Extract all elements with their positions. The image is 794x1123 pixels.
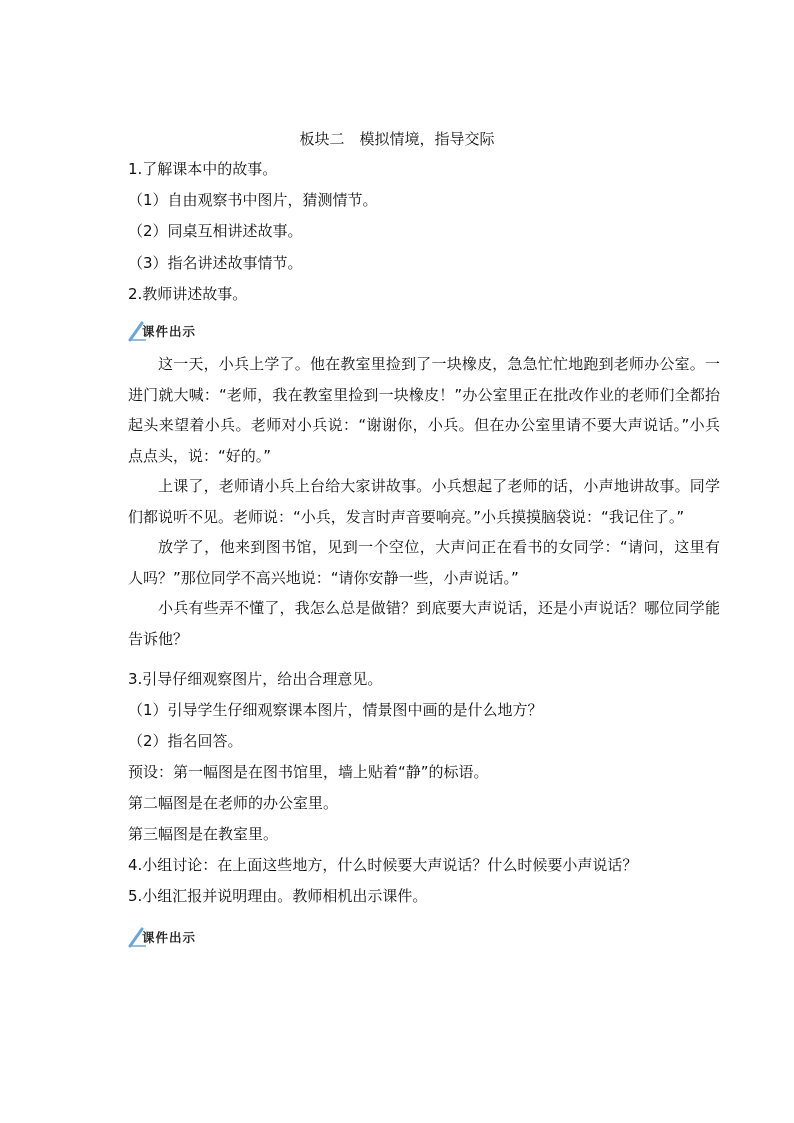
step-3-sub-2: （2）指名回答。 bbox=[128, 732, 243, 750]
step-1-sub-1: （1）自由观察书中图片，猜测情节。 bbox=[128, 191, 378, 209]
step-4: 4.小组讨论：在上面这些地方，什么时候要大声说话？什么时候要小声说话？ bbox=[128, 856, 638, 874]
step-1-sub-2: （2）同桌互相讲述故事。 bbox=[128, 222, 303, 240]
step-1: 1.了解课本中的故事。 bbox=[128, 160, 278, 178]
preset-answer-1: 预设：第一幅图是在图书馆里，墙上贴着“静”的标语。 bbox=[128, 763, 489, 781]
section-title: 板块二 模拟情境，指导交际 bbox=[299, 130, 495, 148]
courseware-badge bbox=[128, 320, 248, 342]
courseware-badge-label: 课件出示 bbox=[142, 324, 197, 339]
step-3-sub-1: （1）引导学生仔细观察课本图片，情景图中画的是什么地方？ bbox=[128, 701, 543, 719]
story-paragraph: 小兵有些弄不懂了，我怎么总是做错？到底要大声说话，还是小声说话？哪位同学能告诉他？ bbox=[128, 599, 720, 648]
step-5: 5.小组汇报并说明理由。教师相机出示课件。 bbox=[128, 887, 428, 905]
courseware-badge bbox=[128, 926, 248, 948]
story-paragraph: 放学了，他来到图书馆，见到一个空位，大声问正在看书的女同学：“请问，这里有人吗？”那位同学不高兴地说：“请你安静一些，小声说话。” bbox=[128, 538, 720, 587]
step-3: 3.引导仔细观察图片，给出合理意见。 bbox=[128, 670, 383, 688]
story-paragraph: 这一天，小兵上学了。他在教室里捡到了一块橡皮，急急忙忙地跑到老师办公室。一进门就大喊：“老师，我在教室里捡到一块橡皮！”办公室里正在批改作业的老师们全都抬起头来望着小兵。老师对小兵说：“谢谢你，小兵。但在办公室里请不要大声说话。”小兵点点头，说：“好的。” bbox=[128, 355, 720, 465]
courseware-badge-label: 课件出示 bbox=[142, 930, 197, 945]
story-text bbox=[128, 349, 720, 654]
preset-answer-3: 第三幅图是在教室里。 bbox=[128, 825, 279, 843]
step-2: 2.教师讲述故事。 bbox=[128, 285, 248, 303]
preset-answer-2: 第二幅图是在老师的办公室里。 bbox=[128, 794, 339, 812]
step-1-sub-3: （3）指名讲述故事情节。 bbox=[128, 254, 303, 272]
story-paragraph: 上课了，老师请小兵上台给大家讲故事。小兵想起了老师的话，小声地讲故事。同学们都说听不见。老师说：“小兵，发言时声音要响亮。”小兵摸摸脑袋说：“我记住了。” bbox=[128, 477, 720, 526]
